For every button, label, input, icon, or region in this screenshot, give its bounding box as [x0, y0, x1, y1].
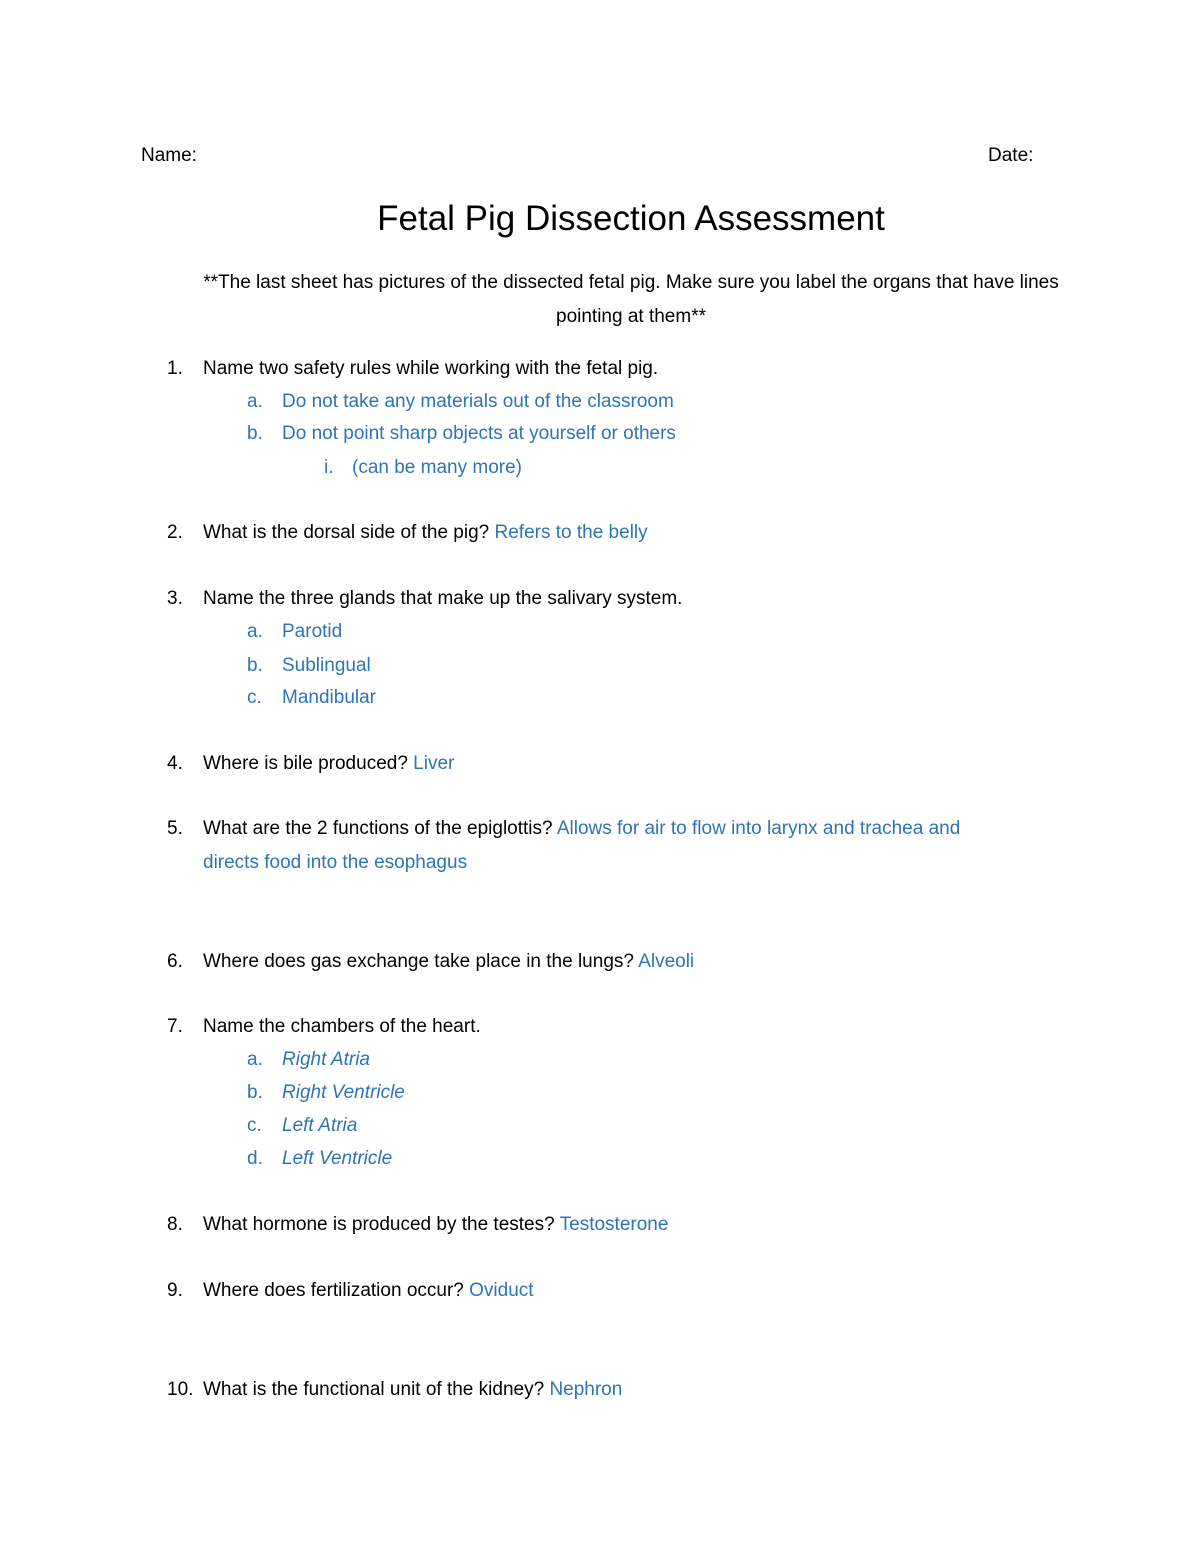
name-label: Name:	[141, 145, 197, 166]
answer-item: Left Ventricle	[282, 1148, 393, 1169]
answer-letter: c.	[247, 687, 262, 708]
answer-item: Left Atria	[282, 1115, 358, 1136]
question-number: 6.	[167, 951, 183, 972]
question-number: 9.	[167, 1280, 183, 1301]
question-number: 1.	[167, 358, 183, 379]
answer-text: Refers to the belly	[494, 522, 648, 543]
answer-item: Do not take any materials out of the classroom	[282, 391, 674, 412]
question-line	[203, 751, 454, 777]
page-title: Fetal Pig Dissection Assessment	[377, 199, 885, 238]
question-text: What hormone is produced by the testes?	[203, 1214, 555, 1235]
date-label: Date:	[988, 145, 1034, 166]
note-line-2: pointing at them**	[556, 306, 706, 327]
question-number: 4.	[167, 753, 183, 774]
question-line	[203, 949, 694, 975]
question-text: What is the dorsal side of the pig?	[203, 522, 490, 543]
question-text: What is the functional unit of the kidney?	[203, 1379, 545, 1400]
question-text: Where does fertilization occur?	[203, 1280, 464, 1301]
question-number: 8.	[167, 1214, 183, 1235]
answer-letter: c.	[247, 1115, 262, 1136]
question-number: 7.	[167, 1016, 183, 1037]
answer-letter: d.	[247, 1148, 263, 1169]
answer-letter: a.	[247, 391, 263, 412]
answer-text-continued: directs food into the esophagus	[203, 852, 468, 873]
answer-item: Do not point sharp objects at yourself or others	[282, 423, 676, 444]
answer-letter: a.	[247, 621, 263, 642]
question-line	[203, 520, 648, 546]
answer-sub-letter: i.	[324, 457, 334, 478]
answer-text: Testosterone	[559, 1214, 669, 1235]
answer-item: Sublingual	[282, 655, 371, 676]
question-number: 10.	[167, 1379, 194, 1400]
question-line	[203, 1377, 622, 1403]
question-text: Where does gas exchange take place in the lungs?	[203, 951, 634, 972]
answer-text: Allows for air to flow into larynx and trachea and	[556, 818, 961, 839]
question-line	[203, 1212, 668, 1238]
question-text: Where is bile produced?	[203, 753, 408, 774]
answer-letter: b.	[247, 1082, 263, 1103]
question-text: Name the chambers of the heart.	[203, 1016, 481, 1037]
answer-letter: b.	[247, 423, 263, 444]
answer-text: Alveoli	[638, 951, 695, 972]
question-text: Name the three glands that make up the salivary system.	[203, 588, 683, 609]
answer-item: Right Ventricle	[282, 1082, 405, 1103]
question-number: 2.	[167, 522, 183, 543]
answer-item: Mandibular	[282, 687, 376, 708]
answer-item: Right Atria	[282, 1049, 370, 1070]
answer-letter: a.	[247, 1049, 263, 1070]
question-line	[203, 1278, 534, 1304]
answer-text: Liver	[413, 753, 455, 774]
answer-text: Oviduct	[469, 1280, 534, 1301]
question-number: 5.	[167, 818, 183, 839]
answer-sub-item: (can be many more)	[352, 457, 523, 478]
question-text: Name two safety rules while working with the fetal pig.	[203, 358, 659, 379]
question-text: What are the 2 functions of the epiglottis?	[203, 818, 553, 839]
question-line	[203, 816, 960, 842]
answer-letter: b.	[247, 655, 263, 676]
question-number: 3.	[167, 588, 183, 609]
answer-text: Nephron	[549, 1379, 623, 1400]
answer-item: Parotid	[282, 621, 343, 642]
note-line-1: **The last sheet has pictures of the dissected fetal pig. Make sure you label the organs that have lines	[203, 272, 1059, 293]
